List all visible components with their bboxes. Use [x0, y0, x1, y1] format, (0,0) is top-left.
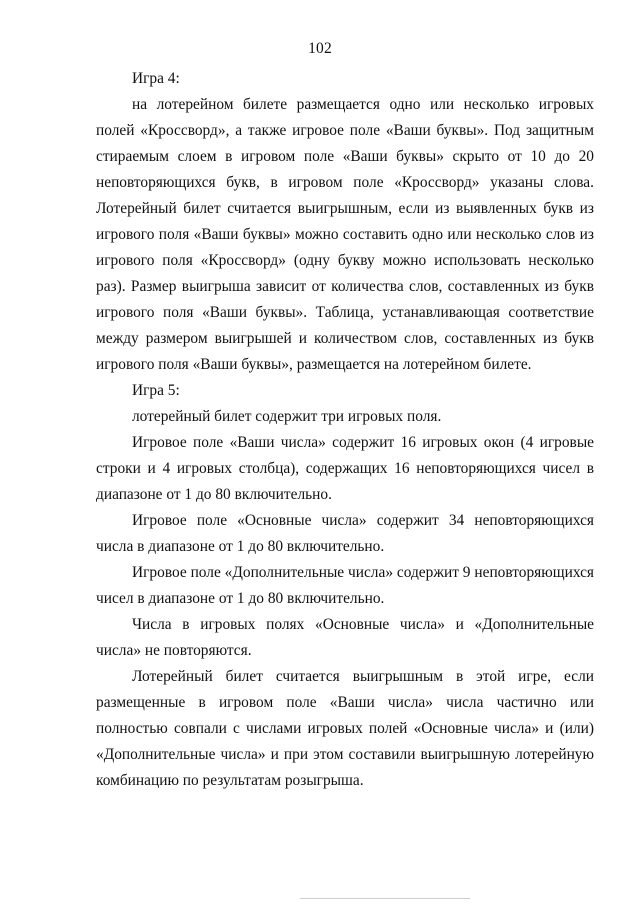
game4-heading: Игра 4: [132, 70, 180, 87]
game5-paragraph-4: Игровое поле «Дополнительные числа» содержит 9 неповторяющихся чисел в диапазоне от 1 до 80 включительно. [96, 564, 594, 607]
scan-edge-line [300, 898, 470, 899]
game5-paragraph-2: Игровое поле «Ваши числа» содержит 16 игровых окон (4 игровые строки и 4 игровых столбца), содержащих 16 неповторяющихся чисел в диапазоне от 1 до 80 включительно. [96, 434, 594, 503]
game5-heading: Игра 5: [132, 382, 180, 399]
game4-paragraph-1: на лотерейном билете размещается одно или несколько игровых полей «Кроссворд», а также игровое поле «Ваши буквы». Под защитным стираемым слоем в игровом поле «Ваши буквы» скрыто от 10 до 20 неповторяющихся букв, в игровом поле «Кроссворд» указаны слова. Лотерейный билет считается выигрышным, если из выявленных букв из игрового поля «Ваши буквы» можно составить одно или несколько слов из игрового поля «Кроссворд» (одну букву можно использовать несколько раз). Размер выигрыша зависит от количества слов, составленных из букв игрового поля «Ваши буквы». Таблица, устанавливающая соответствие между размером выигрышей и количеством слов, составленных из букв игрового поля «Ваши буквы», размещается на лотерейном билете. [96, 96, 594, 373]
document-body [96, 66, 594, 794]
game5-paragraph-1: лотерейный билет содержит три игровых поля. [132, 408, 442, 425]
game5-paragraph-6: Лотерейный билет считается выигрышным в этой игре, если размещенные в игровом поле «Ваши числа» числа частично или полностью совпали с числами игровых полей «Основные числа» и (или) «Дополнительные числа» и при этом составили выигрышную лотерейную комбинацию по результатам розыгрыша. [96, 668, 594, 789]
game5-paragraph-3: Игровое поле «Основные числа» содержит 34 неповторяющихся числа в диапазоне от 1 до 80 включительно. [96, 512, 594, 555]
page-number: 102 [308, 40, 332, 57]
game5-paragraph-5: Числа в игровых полях «Основные числа» и «Дополнительные числа» не повторяются. [96, 616, 594, 659]
